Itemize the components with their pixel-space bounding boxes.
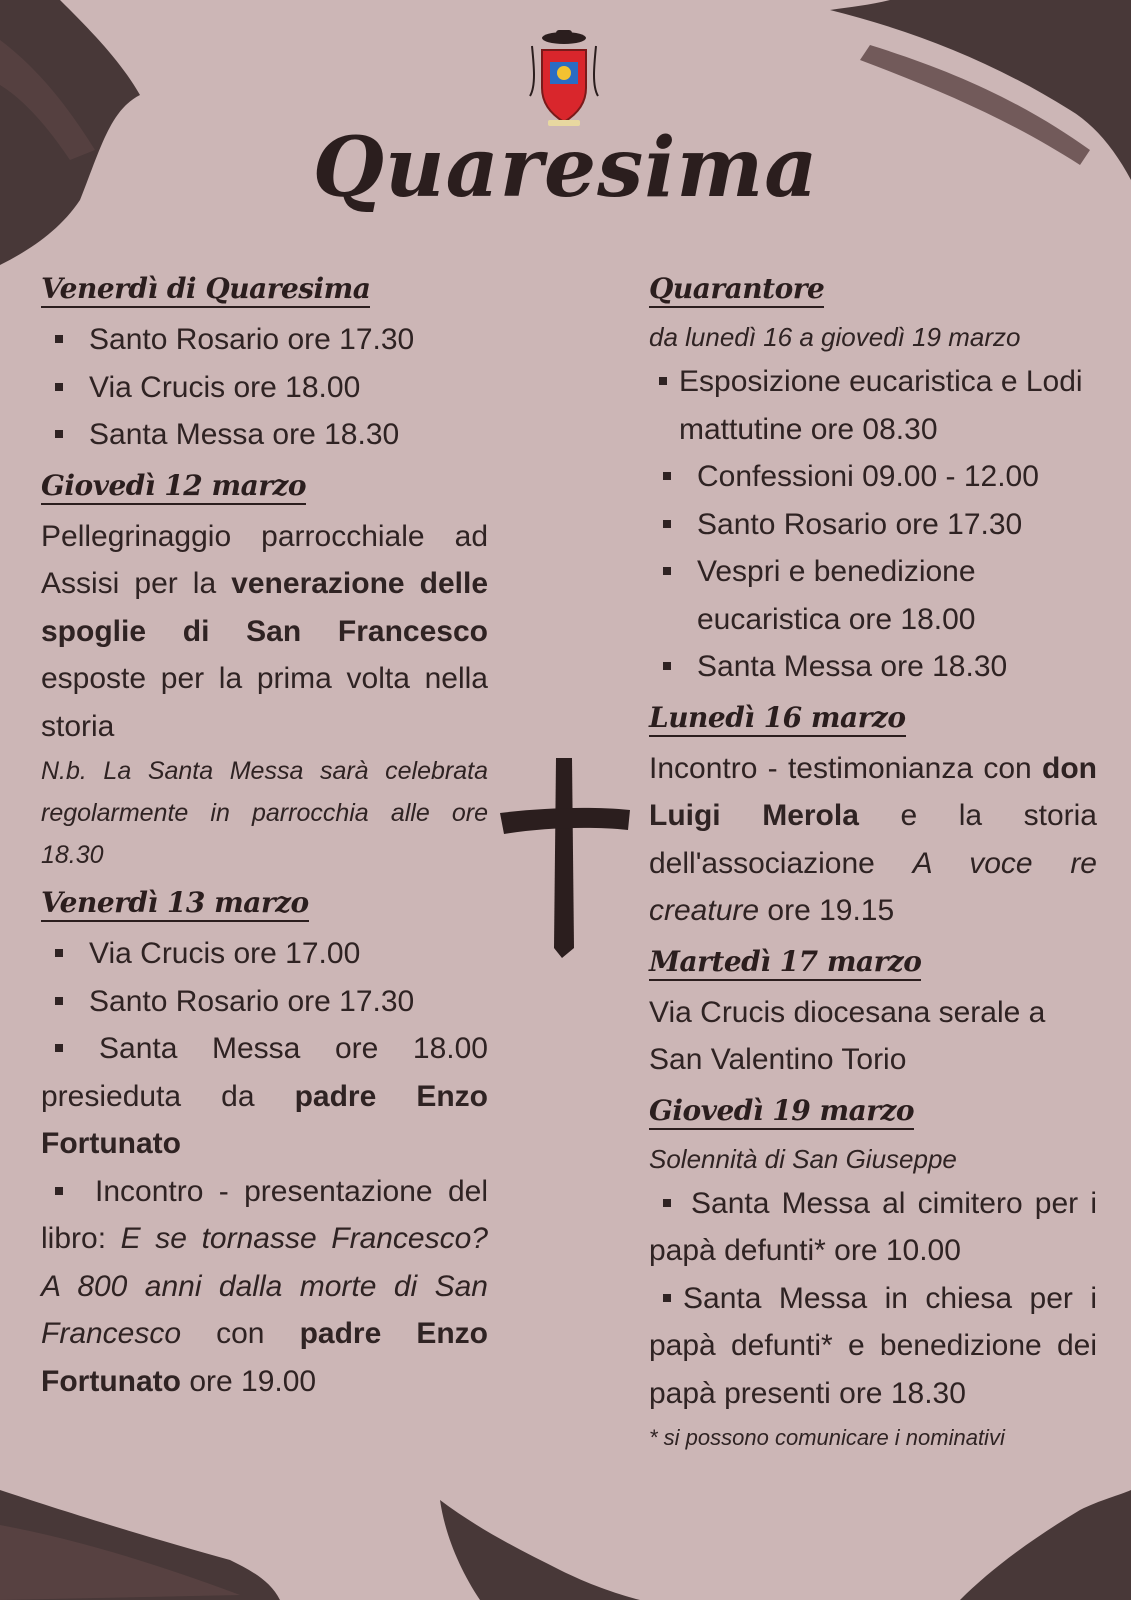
note-paragraph: N.b. La Santa Messa sarà celebrata regolarmente in parrocchia alle ore 18.30 xyxy=(41,757,488,869)
brush-stroke-bottom-right xyxy=(960,1490,1131,1600)
list-item: Via Crucis ore 18.00 xyxy=(41,364,488,412)
list-item: Incontro - presentazione del libro: E se tornasse Francesco? A 800 anni dalla morte di San Francesco con padre Enzo Fortunato ore 19.00 xyxy=(41,1174,488,1398)
list-item: Vespri e benedizione eucaristica ore 18.00 xyxy=(649,548,1097,643)
quarantore-subtitle: da lunedì 16 a giovedì 19 marzo xyxy=(649,322,1021,352)
brush-stroke-bottom-left xyxy=(0,1480,280,1600)
heading-giovedi-19-marzo: Giovedì 19 marzo xyxy=(649,1094,914,1130)
coat-of-arms-emblem xyxy=(524,26,604,130)
footnote: * si possono comunicare i nominativi xyxy=(649,1425,1005,1450)
list-item: Via Crucis ore 17.00 xyxy=(41,930,488,978)
list-item: Esposizione eucaristica e Lodi mattutine ore 08.30 xyxy=(649,358,1097,453)
list-item: Santa Messa ore 18.00 presieduta da padre Enzo Fortunato xyxy=(41,1032,488,1160)
list-item: Santa Messa in chiesa per i papà defunti* e benedizione dei papà presenti ore 18.30 xyxy=(649,1281,1097,1410)
list-item: Santa Messa ore 18.30 xyxy=(649,643,1097,691)
cross-icon xyxy=(500,758,630,958)
san-giuseppe-subtitle: Solennità di San Giuseppe xyxy=(649,1143,957,1174)
page-title: Quaresima xyxy=(312,120,819,216)
right-column xyxy=(649,268,1097,1451)
pilgrimage-paragraph: Pellegrinaggio parrocchiale ad Assisi per la venerazione delle spoglie di San Francesco esposte per la prima volta nella storia xyxy=(41,519,489,743)
list-item: Santo Rosario ore 17.30 xyxy=(41,316,488,364)
testimony-paragraph: Incontro - testimonianza con don Luigi Merola e la storia dell'associazione A voce re creature ore 19.15 xyxy=(649,751,1097,927)
list-item: Santa Messa ore 18.30 xyxy=(41,411,488,459)
heading-giovedi-12-marzo: Giovedì 12 marzo xyxy=(41,469,306,505)
via-crucis-paragraph: Via Crucis diocesana serale a San Valentino Torio xyxy=(649,995,1046,1076)
list-item: Confessioni 09.00 - 12.00 xyxy=(649,453,1097,501)
heading-venerdi-quaresima: Venerdì di Quaresima xyxy=(41,272,370,308)
heading-martedi-17-marzo: Martedì 17 marzo xyxy=(649,945,921,981)
heading-venerdi-13-marzo: Venerdì 13 marzo xyxy=(41,886,309,922)
heading-quarantore: Quarantore xyxy=(649,272,824,308)
list-item: Santo Rosario ore 17.30 xyxy=(649,501,1097,549)
left-column xyxy=(41,268,488,1405)
brush-stroke-bottom-center xyxy=(420,1490,640,1600)
heading-lunedi-16-marzo: Lunedì 16 marzo xyxy=(649,701,906,737)
list-item: Santa Messa al cimitero per i papà defunti* ore 10.00 xyxy=(649,1186,1097,1267)
list-item: Santo Rosario ore 17.30 xyxy=(41,978,488,1026)
